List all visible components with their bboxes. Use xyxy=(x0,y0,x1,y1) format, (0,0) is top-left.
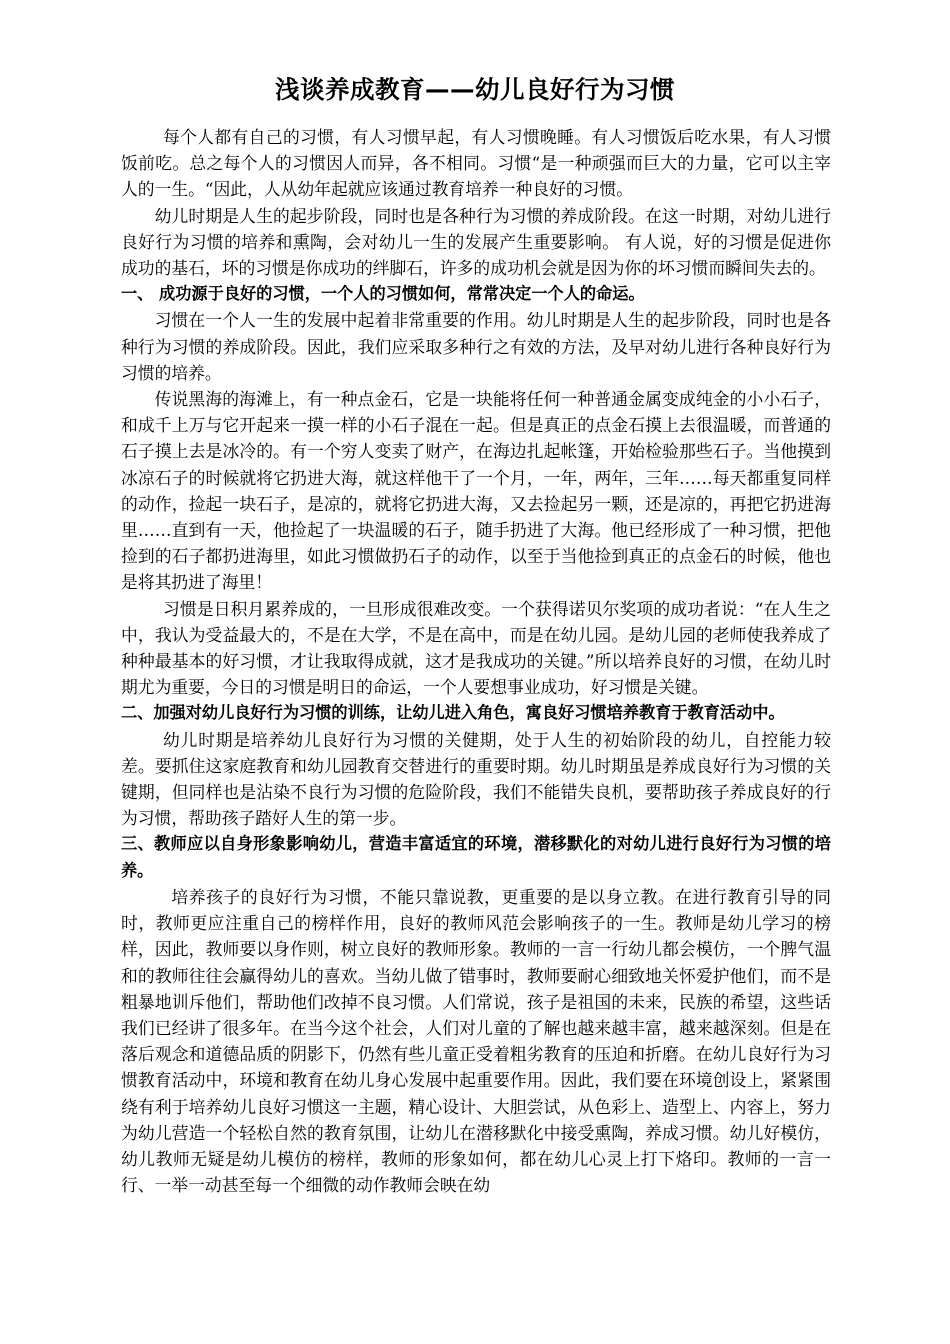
section-heading-1: 一、 成功源于良好的习惯，一个人的习惯如何，常常决定一个人的命运。 xyxy=(121,284,645,304)
document-title: 浅谈养成教育——幼儿良好行为习惯 xyxy=(275,75,675,104)
section-heading-3: 三、教师应以自身形象影响幼儿，营造丰富适宜的环境，潜移默化的对幼儿进行良好行为习惯的培养。 xyxy=(121,834,831,880)
paragraph-6: 幼儿时期是培养幼儿良好行为习惯的关健期，处于人生的初始阶段的幼儿，自控能力较差。要抓住这家庭教育和幼儿园教育交替进行的重要时期。幼儿时期虽是养成良好行为习惯的关键期，但同样也是沾染不良行为习惯的危险阶段，我们不能错失良机，要帮助孩子养成良好的行为习惯，帮助孩子踏好人生的第一步。 xyxy=(121,729,831,829)
document-body xyxy=(121,124,831,1198)
paragraph-5: 习惯是日积月累养成的，一旦形成很难改变。一个获得诺贝尔奖项的成功者说：“在人生之中，我认为受益最大的，不是在大学，不是在高中，而是在幼儿园。是幼儿园的老师使我养成了种种最基本的好习惯，才让我取得成就，这才是我成功的关键。”所以培养良好的习惯，在幼儿时期尤为重要，今日的习惯是明日的命运，一个人要想事业成功，好习惯是关键。 xyxy=(121,598,831,698)
paragraph-4: 传说黑海的海滩上，有一种点金石，它是一块能将任何一种普通金属变成纯金的小小石子，和成千上万与它开起来一摸一样的小石子混在一起。但是真正的点金石摸上去很温暖，而普通的石子摸上去是冰冷的。有一个穷人变卖了财产，在海边扎起帐篷，开始检验那些石子。当他摸到冰凉石子的时候就将它扔进大海，就这样他干了一个月，一年，两年，三年……每天都重复同样的动作，捡起一块石子，是凉的，就将它扔进大海，又去捡起另一颗，还是凉的，再把它扔进海里……直到有一天，他捡起了一块温暖的石子，随手扔进了大海。他已经形成了一种习惯，把他捡到的石子都扔进海里，如此习惯做扔石子的动作，以至于当他捡到真正的点金石的时候，他也是将其扔进了海里！ xyxy=(121,389,831,593)
paragraph-2: 幼儿时期是人生的起步阶段，同时也是各种行为习惯的养成阶段。在这一时期，对幼儿进行良好行为习惯的培养和熏陶，会对幼儿一生的发展产生重要影响。 有人说，好的习惯是促进你成功的基石，坏的习惯是你成功的绊脚石，许多的成功机会就是因为你的坏习惯而瞬间失去的。 xyxy=(121,205,831,279)
section-heading-2: 二、加强对幼儿良好行为习惯的训练，让幼儿进入角色，寓良好习惯培养教育于教育活动中。 xyxy=(121,703,785,723)
paragraph-1: 每个人都有自己的习惯，有人习惯早起，有人习惯晚睡。有人习惯饭后吃水果，有人习惯饭前吃。总之每个人的习惯因人而异，各不相同。习惯“是一种顽强而巨大的力量，它可以主宰人的一生。“因此，人从幼年起就应该通过教育培养一种良好的习惯。 xyxy=(121,127,831,200)
paragraph-7: 培养孩子的良好行为习惯，不能只靠说教，更重要的是以身立教。在进行教育引导的同时，教师更应注重自己的榜样作用，良好的教师风范会影响孩子的一生。教师是幼儿学习的榜样，因此，教师要以身作则，树立良好的教师形象。教师的一言一行幼儿都会模仿，一个脾气温和的教师往往会赢得幼儿的喜欢。当幼儿做了错事时，教师要耐心细致地关怀爱护他们，而不是粗暴地训斥他们，帮助他们改掉不良习惯。人们常说，孩子是祖国的未来，民族的希望，这些话我们已经讲了很多年。在当今这个社会，人们对儿童的了解也越来越丰富，越来越深刻。但是在落后观念和道德品质的阴影下，仍然有些儿童正受着粗劣教育的压迫和折磨。在幼儿良好行为习惯教育活动中，环境和教育在幼儿身心发展中起重要作用。因此，我们要在环境创设上，紧紧围绕有利于培养幼儿良好习惯这一主题，精心设计、大胆尝试，从色彩上、造型上、内容上，努力为幼儿营造一个轻松自然的教育氛围，让幼儿在潜移默化中接受熏陶，养成习惯。幼儿好模仿，幼儿教师无疑是幼儿模仿的榜样，教师的形象如何，都在幼儿心灵上打下烙印。教师的一言一行、一举一动甚至每一个细微的动作教师会映在幼 xyxy=(121,886,831,1196)
paragraph-3: 习惯在一个人一生的发展中起着非常重要的作用。幼儿时期是人生的起步阶段，同时也是各种行为习惯的养成阶段。因此，我们应采取多种行之有效的方法，及早对幼儿进行各种良好行为习惯的培养。 xyxy=(121,310,831,383)
